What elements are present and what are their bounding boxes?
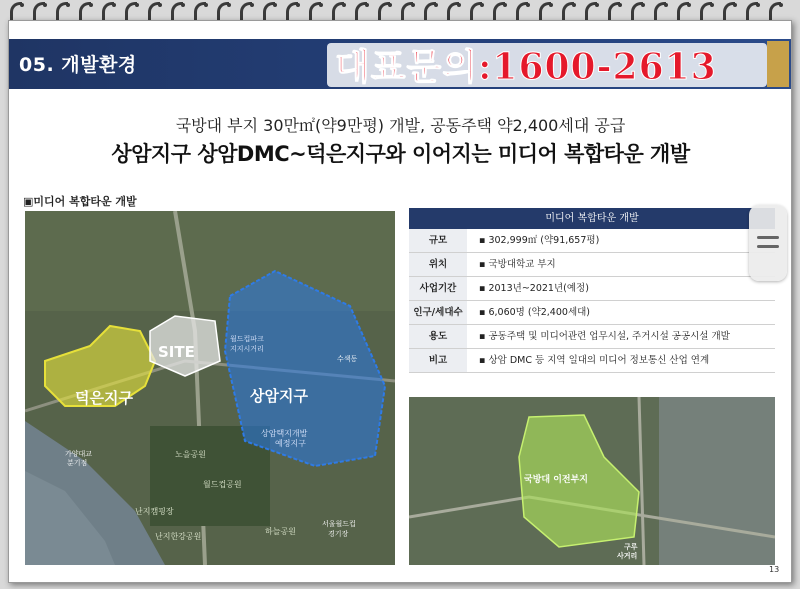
table-value: ▪ 공동주택 및 미디어관련 업무시설, 주거시설 공공시설 개발 [467,325,775,348]
aerial-map-right [409,397,775,565]
map-label-12: 서울월드컵 [322,520,356,528]
junction-label-1: 구루 [624,543,638,551]
map-label-14: 수색동 [337,355,358,363]
map-label-5: 난지캠핑장 [135,507,174,516]
site-label: SITE [158,343,195,361]
table-key: 인구/세대수 [409,301,467,324]
menu-icon [757,236,779,239]
table-key: 규모 [409,229,467,252]
map-label-3: 노을공원 [175,450,206,459]
map-label-2: 분기점 [67,459,88,467]
table-key: 비고 [409,349,467,372]
table-row [409,229,775,253]
subtitle-1: 국방대 부지 30만㎡(약9만평) 개발, 공동주택 약2,400세대 공급 [175,116,626,135]
aerial-map-left [25,211,395,565]
table-value: ▪ 302,999㎡ (약91,657평) [467,229,775,252]
map-label-1: 가양대교 [65,450,93,458]
table-row [409,301,775,325]
menu-icon-line [757,245,779,248]
table-key: 사업기간 [409,277,467,300]
menu-button[interactable] [749,205,787,281]
map-section-label: ▣미디어 복합타운 개발 [23,195,137,208]
map-label-7: 하늘공원 [265,527,296,536]
table-title: 미디어 복합타운 개발 [409,208,775,229]
table-value: ▪ 2013년~2021년(예정) [467,277,775,300]
table-key: 위치 [409,253,467,276]
table-key: 용도 [409,325,467,348]
logo-badge [767,41,789,87]
section-title: 05. 개발환경 [19,54,137,76]
subtitle-2: 상암지구 상암DMC~덕은지구와 이어지는 미디어 복합타운 개발 [111,142,690,166]
table-row [409,277,775,301]
junction-label-2: 사거리 [617,552,638,560]
table-value: ▪ 상암 DMC 등 지역 일대의 미디어 정보통신 산업 연계 [467,349,775,372]
map-label-4: 월드컵공원 [203,480,242,489]
slide-page [8,20,792,583]
relocation-site-label: 국방대 이전부지 [524,475,588,485]
table-row [409,253,775,277]
map-label-9: 예정지구 [275,439,306,448]
map-label-13: 경기장 [328,530,349,538]
phone-number: 대표문의:1600-2613 [335,46,717,88]
table-value: ▪ 6,060명 (약2,400세대) [467,301,775,324]
map-label-10: 월드컵파크 [230,335,264,343]
table-value: ▪ 국방대학교 부지 [467,253,775,276]
map-label-11: 지지시거리 [230,345,264,353]
info-table [409,208,775,373]
map-label-8: 상암택지개발 [261,429,308,438]
deokeun-label: 덕은지구 [75,389,133,407]
map-label-6: 난지한강공원 [155,532,202,541]
table-row [409,349,775,373]
sangam-label: 상암지구 [250,387,308,405]
table-row [409,325,775,349]
page-number: 13 [769,565,780,574]
